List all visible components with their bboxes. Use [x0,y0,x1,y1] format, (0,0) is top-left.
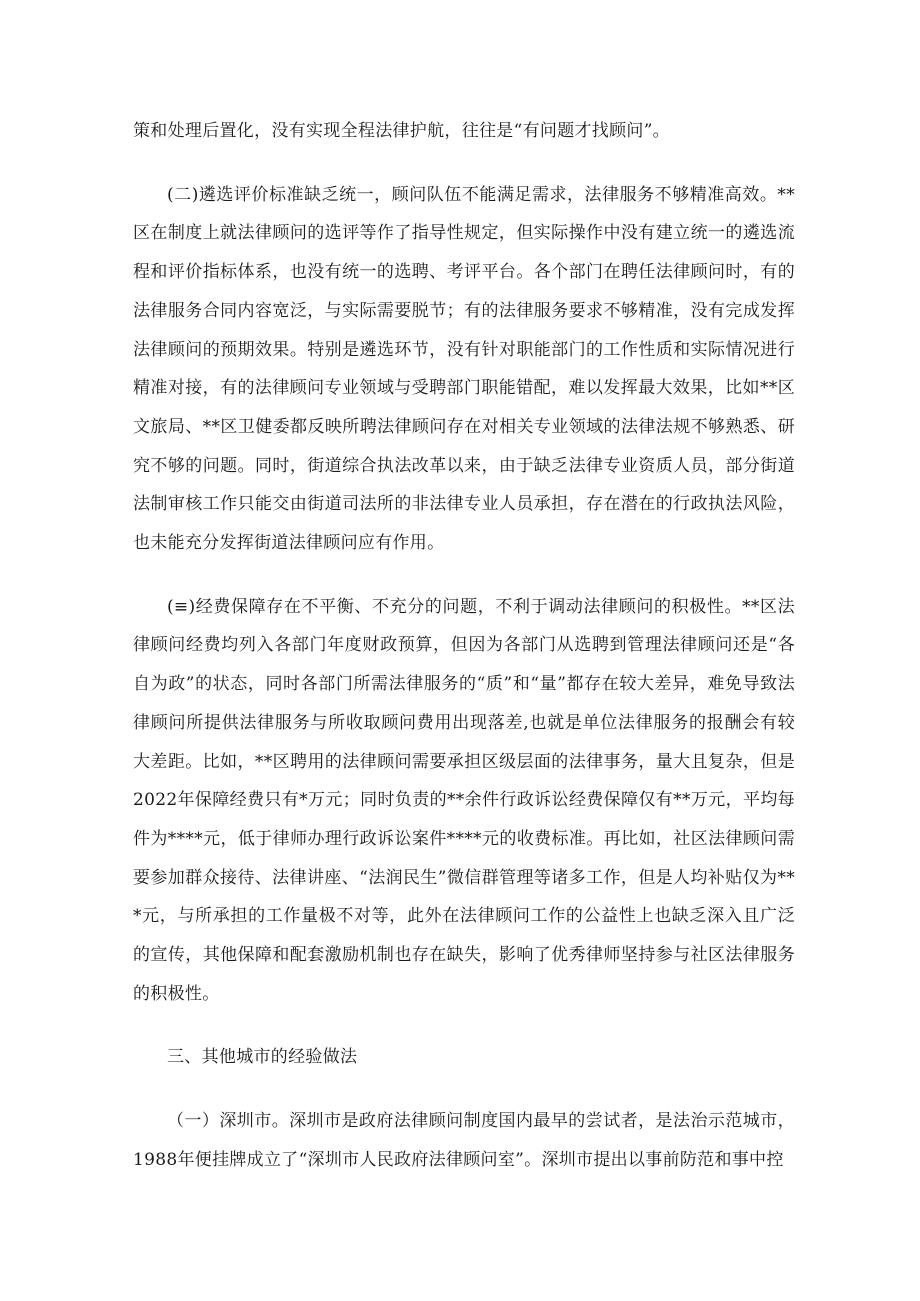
paragraph-funding-guarantee: (≡)经费保障存在不平衡、不充分的问题，不利于调动法律顾问的积极性。**区法律顾问经费均列入各部门年度财政预算，但因为各部门从选聘到管理法律顾问还是“各自为政”的状态，同时各部门所需法律服务的“质”和“量”都存在较大差异，难免导致法律顾问所提供法律服务与所收取顾问费用出现落差,也就是单位法律服务的报酬会有较大差距。比如，**区聘用的法律顾问需要承担区级层面的法律事务，量大且复杂，但是2022年保障经费只有*万元；同时负责的**余件行政诉讼经费保障仅有**万元，平均每件为****元，低于律师办理行政诉讼案件****元的收费标准。再比如，社区法律顾问需要参加群众接待、法律讲座、“法润民生”微信群管理等诸多工作，但是人均补贴仅为***元，与所承担的工作量极不对等，此外在法律顾问工作的公益性上也缺乏深入且广泛的宣传，其他保障和配套激励机制也存在缺失，影响了优秀律师坚持参与社区法律服务的积极性。 [133,596,795,1004]
paragraph-selection-standards: (二)遴选评价标准缺乏统一，顾问队伍不能满足需求，法律服务不够精准高效。**区在制度上就法律顾问的选评等作了指导性规定，但实际操作中没有建立统一的遴选流程和评价指标体系，也没有统一的选聘、考评平台。各个部门在聘任法律顾问时，有的法律服务合同内容宽泛，与实际需要脱节；有的法律服务要求不够精准，没有完成发挥法律顾问的预期效果。特别是遴选环节，没有针对职能部门的工作性质和实际情况进行精准对接，有的法律顾问专业领域与受聘部门职能错配，难以发挥最大效果，比如**区文旅局、**区卫健委都反映所聘法律顾问存在对相关专业领域的法律法规不够熟悉、研究不够的问题。同时，街道综合执法改革以来，由于缺乏法律专业资质人员，部分街道法制审核工作只能交由街道司法所的非法律专业人员承担，存在潜在的行政执法风险，也未能充分发挥街道法律顾问应有作用。 [133,184,795,554]
document-body [133,112,795,1180]
section-heading: 三、其他城市的经验做法 [167,1047,358,1068]
paragraph-continuation: 策和处理后置化，没有实现全程法律护航，往往是“有问题才找顾问”。 [133,121,670,141]
paragraph-shenzhen: （一）深圳市。深圳市是政府法律顾问制度国内最早的尝试者，是法治示范城市，1988年便挂牌成立了“深圳市人民政府法律顾问室”。深圳市提出以事前防范和事中控 [133,1111,795,1170]
